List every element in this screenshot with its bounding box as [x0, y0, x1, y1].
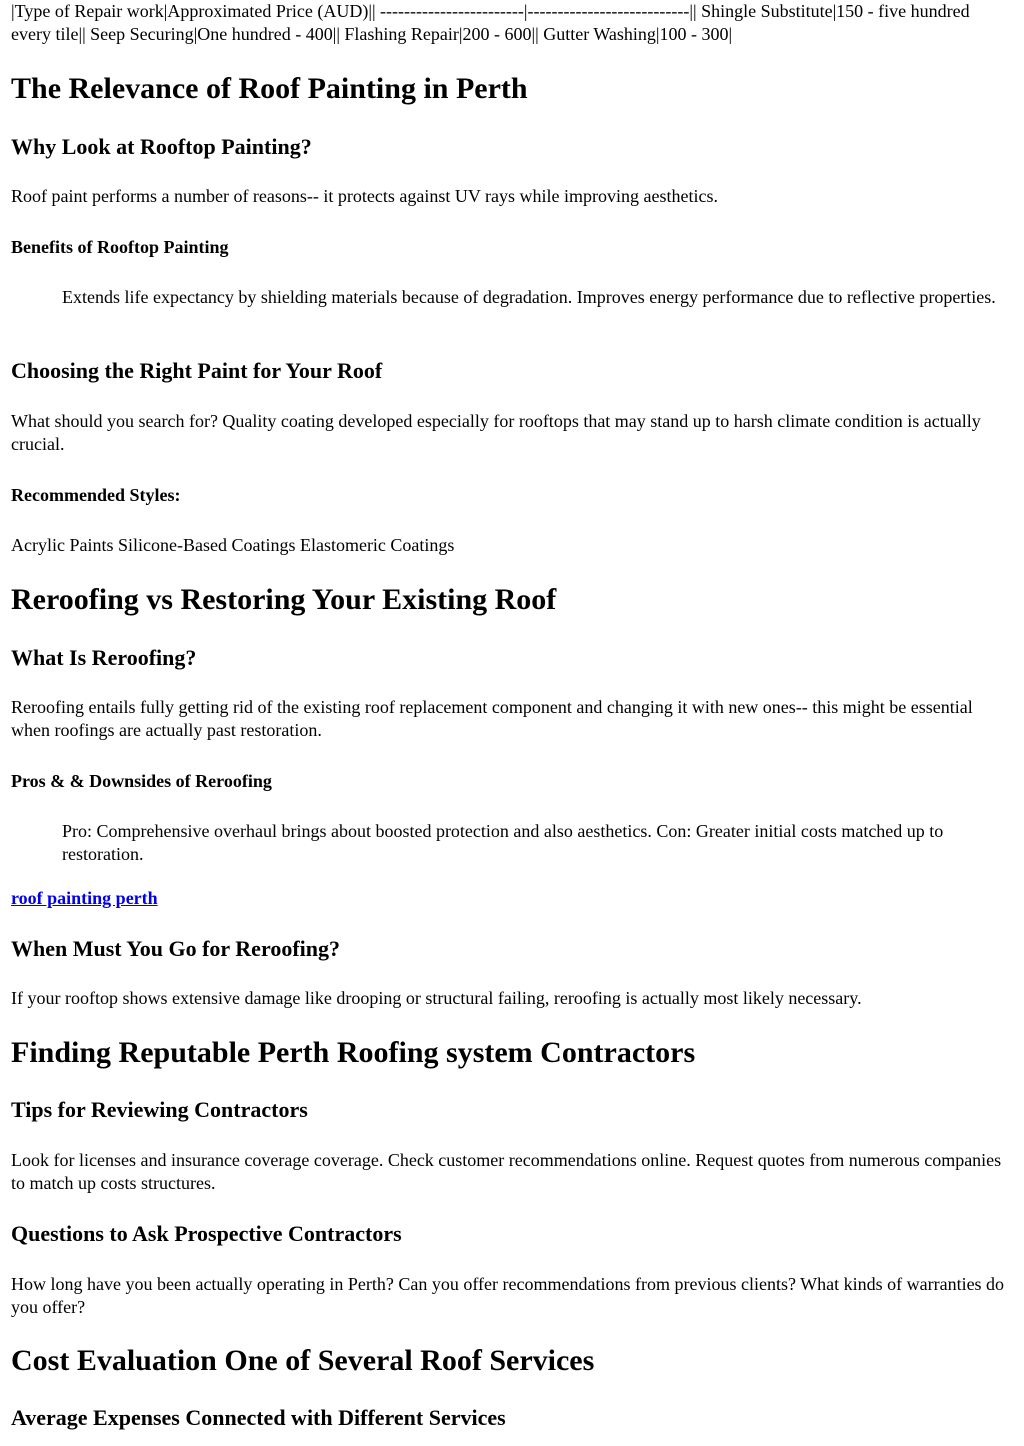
heading-questions-contractors: Questions to Ask Prospective Contractors — [11, 1221, 402, 1246]
heading-what-is-reroofing: What Is Reroofing? — [11, 645, 197, 670]
paragraph-when-reroofing: If your rooftop shows extensive damage like drooping or structural failing, reroofing is actually most likely necessary. — [11, 988, 862, 1008]
paragraph-why-rooftop-painting: Roof paint performs a number of reasons-- it protects against UV rays while improving aesthetics. — [11, 186, 718, 206]
quote-benefits-rooftop-painting: Extends life expectancy by shielding materials because of degradation. Improves energy performance due to reflective properties. — [62, 287, 996, 307]
heading-tips-contractors: Tips for Reviewing Contractors — [11, 1097, 308, 1122]
intro-price-table-text: |Type of Repair work|Approximated Price (AUD)|| ------------------------|---------------------------|| Shingle Substitute|150 - five hundred every tile|| Seep Securing|One hundred - 400|| Flashing Repair|200 - 600|| Gutter Washing|100 - 300| — [11, 1, 970, 44]
heading-benefits-rooftop-painting: Benefits of Rooftop Painting — [11, 237, 229, 257]
paragraph-questions-contractors: How long have you been actually operating in Perth? Can you offer recommendations from previous clients? What kinds of warranties do you offer? — [11, 1274, 1005, 1317]
paragraph-tips-contractors: Look for licenses and insurance coverage coverage. Check customer recommendations online. Request quotes from numerous companies to match up costs structures. — [11, 1150, 1002, 1193]
heading-average-expenses: Average Expenses Connected with Different Services — [11, 1405, 506, 1430]
paragraph-what-is-reroofing: Reroofing entails fully getting rid of the existing roof replacement component and changing it with new ones-- this might be essential when roofings are actually past restoration. — [11, 697, 973, 740]
roof-painting-perth-link[interactable]: roof painting perth — [11, 888, 158, 908]
quote-pros-downsides: Pro: Comprehensive overhaul brings about boosted protection and also aesthetics. Con: Greater initial costs matched up to restoration. — [62, 821, 944, 864]
section-title-reroofing: Reroofing vs Restoring Your Existing Roof — [11, 583, 557, 616]
section-title-cost-evaluation: Cost Evaluation One of Several Roof Services — [11, 1344, 595, 1377]
heading-when-reroofing: When Must You Go for Reroofing? — [11, 936, 340, 961]
heading-recommended-styles: Recommended Styles: — [11, 485, 181, 505]
roof-painting-link-container — [11, 887, 1014, 910]
section-title-roof-painting: The Relevance of Roof Painting in Perth — [11, 72, 528, 105]
heading-choosing-paint: Choosing the Right Paint for Your Roof — [11, 358, 383, 383]
paragraph-choosing-paint: What should you search for? Quality coating developed especially for rooftops that may stand up to harsh climate condition is actually crucial. — [11, 411, 981, 454]
section-title-contractors: Finding Reputable Perth Roofing system Contractors — [11, 1036, 696, 1069]
heading-pros-downsides: Pros & & Downsides of Reroofing — [11, 771, 272, 791]
heading-why-rooftop-painting: Why Look at Rooftop Painting? — [11, 134, 312, 159]
paragraph-recommended-styles: Acrylic Paints Silicone-Based Coatings Elastomeric Coatings — [11, 535, 455, 555]
